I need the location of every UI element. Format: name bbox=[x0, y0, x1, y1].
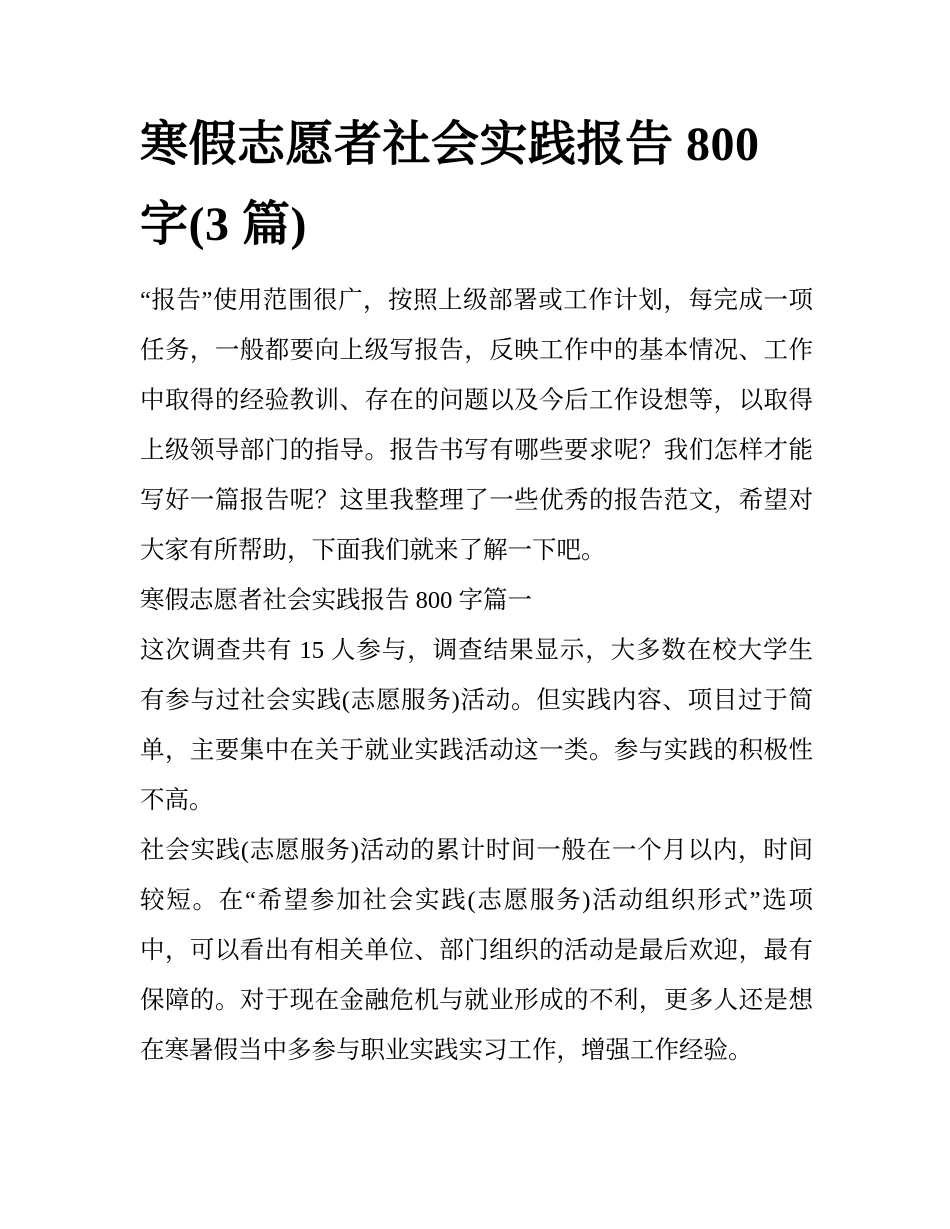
body-text-line: 在寒暑假当中多参与职业实践实习工作，增强工作经验。 bbox=[140, 1037, 753, 1064]
body-text-line: 上级领导部门的指导。报告书写有哪些要求呢？我们怎样才能 bbox=[140, 437, 813, 464]
body-text-line: 这次调查共有 15 人参与，调查结果显示，大多数在校大学生 bbox=[140, 637, 813, 664]
body-text-line: 写好一篇报告呢？这里我整理了一些优秀的报告范文，希望对 bbox=[140, 487, 813, 514]
body-text-line: 较短。在“希望参加社会实践(志愿服务)活动组织形式”选项 bbox=[140, 887, 813, 914]
document-body bbox=[140, 276, 813, 1076]
body-text-line: 有参与过社会实践(志愿服务)活动。但实践内容、项目过于简 bbox=[140, 687, 813, 714]
body-text-line: 任务，一般都要向上级写报告，反映工作中的基本情况、工作 bbox=[140, 337, 813, 364]
body-text-line: 社会实践(志愿服务)活动的累计时间一般在一个月以内，时间 bbox=[140, 837, 813, 864]
title-line-1: 寒假志愿者社会实践报告 800 bbox=[140, 118, 760, 171]
body-text-line: 保障的。对于现在金融危机与就业形成的不利，更多人还是想 bbox=[140, 987, 813, 1014]
body-text-line: 中取得的经验教训、存在的问题以及今后工作设想等，以取得 bbox=[140, 387, 813, 414]
body-text-line: 大家有所帮助，下面我们就来了解一下吧。 bbox=[140, 537, 606, 564]
body-text-line: “报告”使用范围很广，按照上级部署或工作计划，每完成一项 bbox=[140, 287, 813, 314]
body-text-line: 单，主要集中在关于就业实践活动这一类。参与实践的积极性 bbox=[140, 737, 813, 764]
body-text-line: 中，可以看出有相关单位、部门组织的活动是最后欢迎，最有 bbox=[140, 937, 813, 964]
document-title bbox=[140, 105, 840, 265]
body-text-line: 寒假志愿者社会实践报告 800 字篇一 bbox=[140, 587, 532, 614]
body-text-line: 不高。 bbox=[140, 787, 214, 814]
title-line-2: 字(3 篇) bbox=[140, 198, 307, 251]
